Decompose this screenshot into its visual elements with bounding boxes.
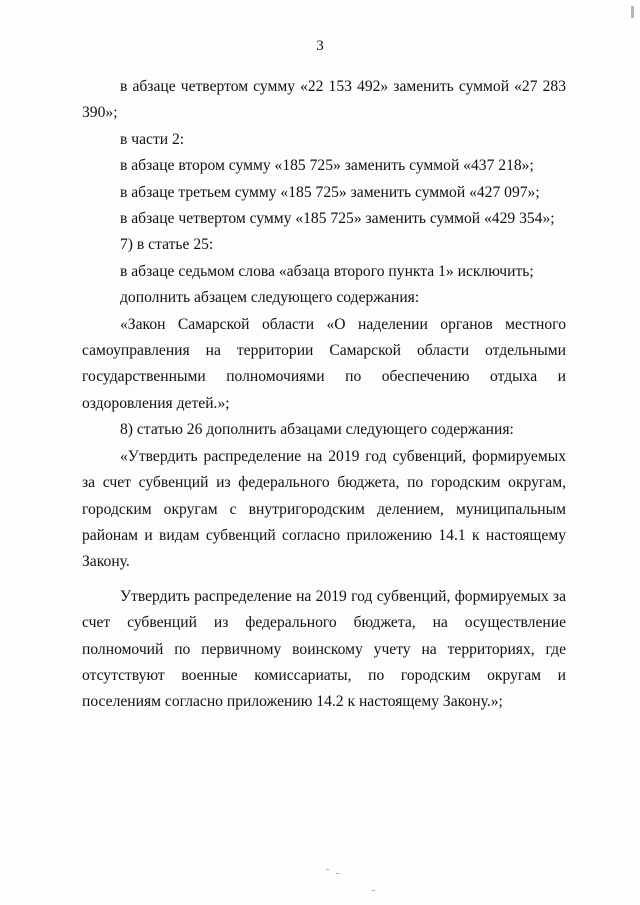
paragraph-amend-sum-fourth: в абзаце четвертом сумму «22 153 492» заменить суммой «27 283 390»; <box>82 78 566 122</box>
paragraph-samara-law: «Закон Самарской области «О наделении органов местного самоуправления на территории Самарской области отдельными государственными полномочиями по обеспечению отдыха и оздоровления детей.»; <box>82 315 566 412</box>
scan-speck <box>326 869 329 870</box>
paragraph-article-25: 7) в статье 25: <box>120 236 214 254</box>
paragraph-add-content: дополнить абзацем следующего содержания: <box>120 289 420 307</box>
paragraph-spacer <box>82 576 566 584</box>
scan-speck <box>372 890 375 891</box>
paragraph-amend-second: в абзаце втором сумму «185 725» заменить суммой «437 218»; <box>120 157 534 175</box>
paragraph-article-26: 8) статью 26 дополнить абзацами следующего содержания: <box>120 421 514 439</box>
paragraph-approve-distribution-14-2: Утвердить распределение на 2019 год субвенций, формируемых за счет субвенций из федерального бюджета, на осуществление полномочий по первичному воинскому учету на территориях, где отсутствуют военные комиссариаты, по городским округам и поселениям согласно приложению 14.2 к настоящему Закону.»; <box>82 587 566 711</box>
scan-speck <box>336 873 339 874</box>
scan-edge-mark <box>631 6 634 18</box>
paragraph-seventh-exclude: в абзаце седьмом слова «абзаца второго пункта 1» исключить; <box>120 262 534 280</box>
paragraph-amend-third: в абзаце третьем сумму «185 725» заменить суммой «427 097»; <box>120 183 540 201</box>
document-body <box>82 74 566 716</box>
paragraph-approve-distribution-14-1: «Утвердить распределение на 2019 год субвенций, формируемых за счет субвенций из федерального бюджета, по городским округам, городским округам с внутригородским делением, муниципальным районам и видам субвенций согласно приложению 14.1 к настоящему Закону. <box>82 447 566 571</box>
paragraph-amend-fourth: в абзаце четвертом сумму «185 725» заменить суммой «429 354»; <box>120 210 555 228</box>
page-number: 3 <box>316 38 324 54</box>
paragraph-part-2: в части 2: <box>120 130 185 148</box>
